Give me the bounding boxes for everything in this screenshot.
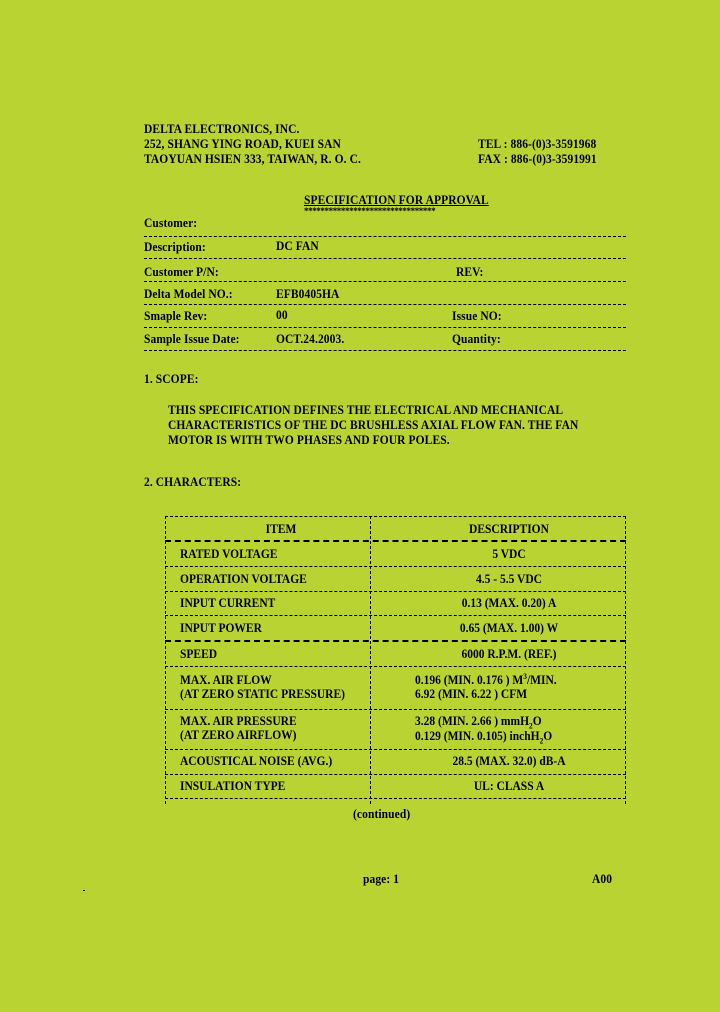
row-item: RATED VOLTAGE — [180, 547, 278, 561]
company-address-line1: 252, SHANG YING ROAD, KUEI SAN — [144, 137, 341, 151]
quantity-label: Quantity: — [452, 332, 501, 346]
page-title: SPECIFICATION FOR APPROVAL — [304, 193, 489, 207]
row-desc: 3.28 (MIN. 2.66 ) mmH$_2$O — [415, 714, 542, 731]
scope-line: CHARACTERISTICS OF THE DC BRUSHLESS AXIAL FLOW FAN. THE FAN — [168, 418, 579, 432]
model-label: Delta Model NO.: — [144, 287, 233, 301]
row-item: INPUT POWER — [180, 621, 262, 635]
row-item: OPERATION VOLTAGE — [180, 572, 307, 586]
row-item-note: (AT ZERO AIRFLOW) — [180, 728, 297, 742]
row-item: SPEED — [180, 647, 218, 661]
characters-table — [165, 516, 626, 804]
sample-rev-label: Smaple Rev: — [144, 309, 208, 323]
description-label: Description: — [144, 240, 206, 254]
divider — [144, 258, 626, 259]
page-number: page: 1 — [363, 872, 400, 886]
title-underline-stars: ******************************** — [304, 206, 436, 216]
row-item: INPUT CURRENT — [180, 596, 276, 610]
description-value: DC FAN — [276, 239, 319, 253]
scope-line: MOTOR IS WITH TWO PHASES AND FOUR POLES. — [168, 433, 450, 447]
row-desc: 0.129 (MIN. 0.105) inchH$_2$O — [415, 729, 553, 746]
row-desc: 0.13 (MAX. 0.20) A — [461, 596, 557, 610]
continued-note: (continued) — [353, 807, 411, 821]
row-item: MAX. AIR PRESSURE — [180, 714, 297, 728]
company-fax: FAX : 886-(0)3-3591991 — [478, 152, 597, 166]
company-name: DELTA ELECTRONICS, INC. — [144, 122, 300, 136]
row-desc: UL: CLASS A — [473, 779, 545, 793]
column-header-item: ITEM — [265, 522, 297, 536]
row-desc: 0.65 (MAX. 1.00) W — [459, 621, 559, 635]
divider — [144, 236, 626, 237]
row-item: ACOUSTICAL NOISE (AVG.) — [180, 754, 333, 768]
row-desc: 5 VDC — [492, 547, 526, 561]
divider — [144, 327, 626, 328]
issue-date-label: Sample Issue Date: — [144, 332, 240, 346]
document-code: A00 — [592, 872, 613, 886]
row-desc: 6.92 (MIN. 6.22 ) CFM — [415, 687, 528, 701]
row-desc: 6000 R.P.M. (REF.) — [461, 647, 557, 661]
scope-line: THIS SPECIFICATION DEFINES THE ELECTRICAL AND MECHANICAL — [168, 403, 564, 417]
company-address-line2: TAOYUAN HSIEN 333, TAIWAN, R. O. C. — [144, 152, 361, 166]
divider — [144, 304, 626, 305]
row-item: MAX. AIR FLOW — [180, 673, 272, 687]
issue-no-label: Issue NO: — [452, 309, 502, 323]
characters-heading: 2. CHARACTERS: — [144, 475, 242, 489]
scope-heading: 1. SCOPE: — [144, 372, 199, 386]
company-tel: TEL : 886-(0)3-3591968 — [478, 137, 597, 151]
row-item-note: (AT ZERO STATIC PRESSURE) — [180, 687, 345, 701]
model-value: EFB0405HA — [276, 287, 340, 301]
issue-date-value: OCT.24.2003. — [276, 332, 345, 346]
row-desc: 0.196 (MIN. 0.176 ) $M^3$/MIN. — [415, 671, 557, 687]
customer-label: Customer: — [144, 216, 198, 230]
row-item: INSULATION TYPE — [180, 779, 286, 793]
sample-rev-value: 00 — [276, 308, 288, 322]
stray-mark — [83, 890, 85, 891]
divider — [144, 281, 626, 282]
row-desc: 4.5 - 5.5 VDC — [476, 572, 542, 586]
column-header-description: DESCRIPTION — [469, 522, 549, 536]
row-desc: 28.5 (MAX. 32.0) dB-A — [452, 754, 566, 768]
customer-pn-label: Customer P/N: — [144, 265, 219, 279]
divider — [144, 350, 626, 351]
rev-label: REV: — [456, 265, 484, 279]
